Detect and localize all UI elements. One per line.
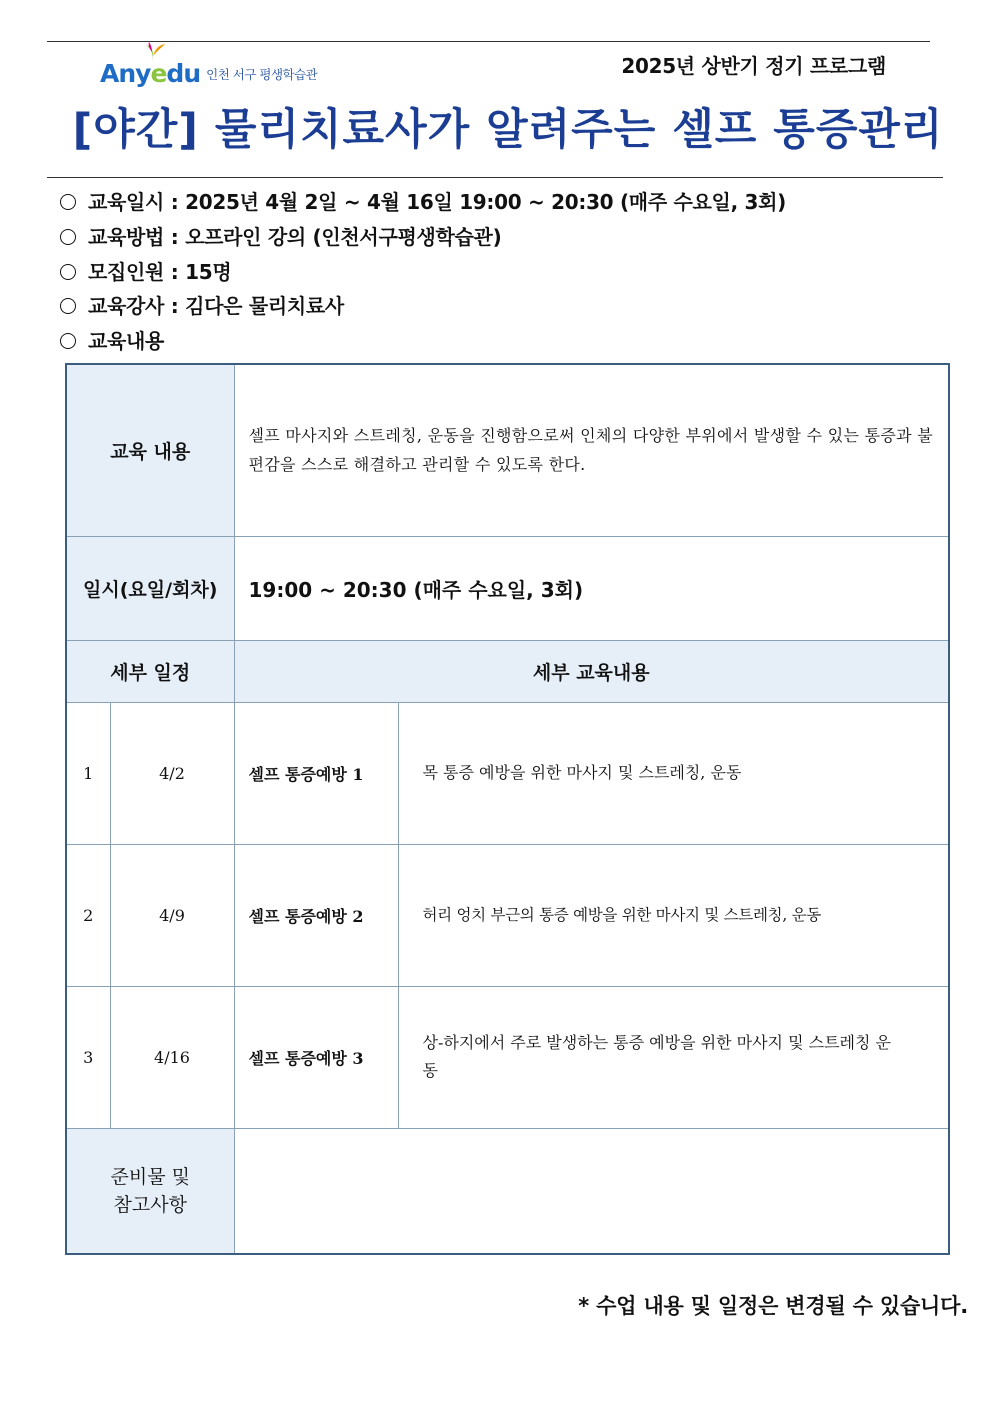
schedule-text: 19:00 ~ 20:30 (매주 수요일, 3회)	[234, 536, 949, 640]
session-date: 4/16	[110, 986, 234, 1128]
prep-text	[234, 1128, 949, 1254]
info-method: 교육방법 : 오프라인 강의 (인천서구평생학습관)	[60, 221, 501, 250]
session-date: 4/9	[110, 844, 234, 986]
sprout-icon	[140, 42, 166, 62]
schedule-label: 일시(요일/회차)	[66, 536, 234, 640]
session-number: 2	[66, 844, 110, 986]
content-text: 셀프 마사지와 스트레칭, 운동을 진행함으로써 인체의 다양한 부위에서 발생할 수 있는 통증과 불편감을 스스로 해결하고 관리할 수 있도록 한다.	[234, 364, 949, 536]
bullet-circle-icon	[60, 298, 76, 314]
logo-wordmark: Anyedu	[100, 59, 201, 88]
detail-content-header: 세부 교육내용	[234, 640, 949, 702]
program-table	[65, 363, 950, 1255]
footnote: * 수업 내용 및 일정은 변경될 수 있습니다.	[578, 1294, 968, 1318]
info-date: 교육일시 : 2025년 4월 2일 ~ 4월 16일 19:00 ~ 20:30 (매주 수요일, 3회)	[60, 186, 786, 215]
logo-subtitle: 인천 서구 평생학습관	[206, 67, 318, 82]
top-divider	[47, 41, 930, 42]
detail-schedule-header: 세부 일정	[66, 640, 234, 702]
info-capacity: 모집인원 : 15명	[60, 256, 231, 285]
session-number: 3	[66, 986, 110, 1128]
session-date: 4/2	[110, 702, 234, 844]
bullet-circle-icon	[60, 229, 76, 245]
title-divider	[47, 177, 943, 178]
bullet-circle-icon	[60, 194, 76, 210]
page-title: [야간] 물리치료사가 알려주는 셀프 통증관리	[72, 105, 944, 155]
table-row	[66, 986, 949, 1128]
table-row	[66, 844, 949, 986]
session-content: 상-하지에서 주로 발생하는 통증 예방을 위한 마사지 및 스트레칭 운동	[398, 986, 949, 1128]
session-content: 허리 엉치 부근의 통증 예방을 위한 마사지 및 스트레칭, 운동	[398, 844, 949, 986]
session-content: 목 통증 예방을 위한 마사지 및 스트레칭, 운동	[398, 702, 949, 844]
info-instructor: 교육강사 : 김다은 물리치료사	[60, 290, 344, 319]
info-content: 교육내용	[60, 325, 164, 354]
bullet-circle-icon	[60, 333, 76, 349]
logo	[100, 44, 317, 86]
session-number: 1	[66, 702, 110, 844]
table-row	[66, 702, 949, 844]
content-label: 교육 내용	[66, 364, 234, 536]
session-subject: 셀프 통증예방 3	[234, 986, 398, 1128]
session-subject: 셀프 통증예방 1	[234, 702, 398, 844]
program-label: 2025년 상반기 정기 프로그램	[621, 54, 886, 78]
session-subject: 셀프 통증예방 2	[234, 844, 398, 986]
prep-label: 준비물 및 참고사항	[66, 1128, 234, 1254]
bullet-circle-icon	[60, 264, 76, 280]
